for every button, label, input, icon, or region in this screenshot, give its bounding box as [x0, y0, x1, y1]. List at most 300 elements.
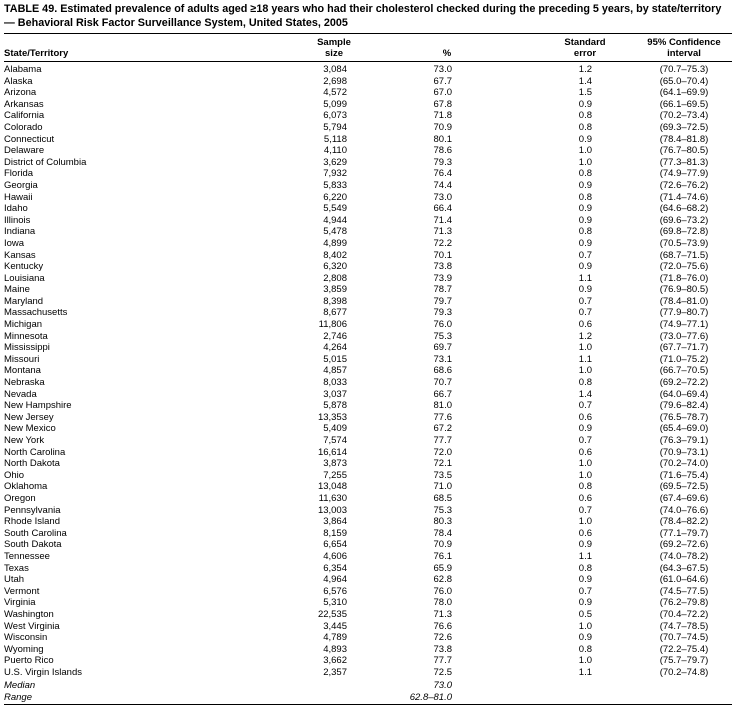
confidence-interval-cell: (74.7–78.5) — [659, 620, 709, 632]
median-ci-cell — [636, 678, 732, 692]
table-row — [4, 528, 732, 540]
table-row — [4, 62, 732, 76]
table-row — [4, 238, 732, 250]
percent-cell: 77.7 — [433, 655, 452, 667]
sample-size-cell: 5,015 — [323, 353, 347, 365]
standard-error-cell: 0.9 — [578, 539, 592, 551]
column-header-sample-size — [308, 34, 360, 62]
percent-cell: 73.5 — [433, 469, 452, 481]
confidence-interval-cell: (69.2–72.6) — [659, 539, 709, 551]
confidence-interval-cell: (64.6–68.2) — [659, 203, 709, 215]
state-cell: Vermont — [4, 585, 40, 597]
table-row — [4, 505, 732, 517]
sample-size-cell: 6,354 — [323, 562, 347, 574]
table-row — [4, 458, 732, 470]
sample-size-cell: 4,899 — [323, 237, 347, 249]
sample-size-cell: 3,445 — [323, 620, 347, 632]
sample-size-cell: 4,964 — [323, 574, 347, 586]
percent-cell: 76.0 — [433, 319, 452, 331]
confidence-interval-cell: (61.0–64.6) — [659, 574, 709, 586]
state-cell: Idaho — [4, 203, 28, 215]
state-cell: Indiana — [4, 226, 36, 238]
percent-cell: 71.8 — [433, 110, 452, 122]
column-header-se-line1: Standard — [564, 37, 606, 48]
standard-error-cell: 1.2 — [578, 64, 592, 75]
confidence-interval-cell: (69.3–72.5) — [659, 121, 709, 133]
sample-size-cell: 6,576 — [323, 585, 347, 597]
state-cell: Nevada — [4, 388, 37, 400]
standard-error-cell: 1.0 — [578, 365, 592, 377]
confidence-interval-cell: (64.1–69.9) — [659, 87, 709, 99]
table-row — [4, 307, 732, 319]
state-cell: California — [4, 110, 45, 122]
percent-cell: 67.2 — [433, 423, 452, 435]
sample-size-cell: 7,255 — [323, 469, 347, 481]
sample-size-cell: 5,099 — [323, 98, 347, 110]
standard-error-cell: 0.7 — [578, 435, 592, 446]
table-row — [4, 574, 732, 586]
confidence-interval-cell: (68.7–71.5) — [659, 249, 709, 261]
state-cell: Tennessee — [4, 550, 50, 562]
state-cell: Puerto Rico — [4, 655, 54, 667]
table-row — [4, 87, 732, 99]
table-row — [4, 621, 732, 633]
confidence-interval-cell: (67.4–69.6) — [659, 492, 709, 504]
standard-error-cell: 0.6 — [578, 411, 592, 423]
sample-size-cell: 3,084 — [323, 64, 347, 75]
column-header-percent — [360, 34, 534, 62]
sample-size-cell: 3,873 — [323, 458, 347, 470]
table-summary — [4, 678, 732, 704]
standard-error-cell: 1.0 — [578, 469, 592, 481]
table-row — [4, 134, 732, 146]
standard-error-cell: 1.0 — [578, 655, 592, 667]
confidence-interval-cell: (78.4–82.2) — [659, 516, 709, 528]
sample-size-cell: 3,864 — [323, 516, 347, 528]
standard-error-cell: 0.8 — [578, 562, 592, 574]
sample-size-cell: 4,572 — [323, 87, 347, 99]
percent-cell: 77.7 — [433, 435, 452, 446]
table-row — [4, 110, 732, 122]
table-row — [4, 481, 732, 493]
sample-size-cell: 11,630 — [318, 492, 347, 504]
percent-cell: 68.5 — [433, 492, 452, 504]
state-cell: Illinois — [4, 214, 31, 226]
percent-cell: 67.8 — [433, 98, 452, 110]
standard-error-cell: 0.6 — [578, 492, 592, 504]
confidence-interval-cell: (70.5–73.9) — [659, 237, 709, 249]
column-header-ci-line2: interval — [667, 48, 701, 59]
table-row — [4, 389, 732, 401]
confidence-interval-cell: (78.4–81.8) — [659, 133, 709, 145]
column-header-confidence-interval — [636, 34, 732, 62]
table-row — [4, 157, 732, 169]
state-cell: Maine — [4, 284, 30, 296]
confidence-interval-cell: (77.3–81.3) — [659, 156, 709, 168]
confidence-interval-cell: (76.5–78.7) — [659, 411, 709, 423]
percent-cell: 80.3 — [433, 516, 452, 528]
column-header-state-label: State/Territory — [4, 48, 69, 59]
column-header-ci-line1: 95% Confidence — [647, 37, 721, 48]
state-cell: Arkansas — [4, 98, 44, 110]
confidence-interval-cell: (75.7–79.7) — [659, 655, 709, 667]
confidence-interval-cell: (77.1–79.7) — [659, 527, 709, 539]
table-row — [4, 597, 732, 609]
sample-size-cell: 7,574 — [323, 435, 347, 446]
confidence-interval-cell: (74.0–78.2) — [659, 550, 709, 562]
state-cell: District of Columbia — [4, 156, 87, 168]
state-cell: Washington — [4, 608, 54, 620]
percent-cell: 78.7 — [433, 284, 452, 296]
standard-error-cell: 1.0 — [578, 156, 592, 168]
standard-error-cell: 1.5 — [578, 87, 592, 99]
standard-error-cell: 0.9 — [578, 261, 592, 273]
sample-size-cell: 4,857 — [323, 365, 347, 377]
state-cell: Florida — [4, 168, 34, 180]
table-row — [4, 145, 732, 157]
sample-size-cell: 4,944 — [323, 214, 347, 226]
state-cell: Utah — [4, 574, 25, 586]
standard-error-cell: 0.7 — [578, 504, 592, 516]
state-cell: Michigan — [4, 319, 43, 331]
percent-cell: 73.8 — [433, 261, 452, 273]
percent-cell: 79.3 — [433, 307, 452, 319]
column-header-sample-line1: Sample — [317, 37, 351, 48]
standard-error-cell: 0.8 — [578, 481, 592, 493]
percent-cell: 65.9 — [433, 562, 452, 574]
standard-error-cell: 0.8 — [578, 191, 592, 203]
standard-error-cell: 0.6 — [578, 319, 592, 331]
table-row — [4, 168, 732, 180]
percent-cell: 70.9 — [433, 539, 452, 551]
standard-error-cell: 0.5 — [578, 608, 592, 620]
sample-size-cell: 8,677 — [323, 307, 347, 319]
confidence-interval-cell: (65.0–70.4) — [659, 75, 709, 87]
column-header-sample-line2: size — [325, 48, 343, 59]
sample-size-cell: 5,794 — [323, 121, 347, 133]
median-label: Median — [4, 680, 36, 692]
percent-cell: 73.0 — [433, 191, 452, 203]
sample-size-cell: 6,073 — [323, 110, 347, 122]
median-value: 73.0 — [433, 680, 452, 692]
confidence-interval-cell: (70.7–75.3) — [659, 64, 709, 75]
sample-size-cell: 3,662 — [323, 655, 347, 667]
confidence-interval-cell: (69.2–72.2) — [659, 377, 709, 389]
table-row — [4, 273, 732, 285]
sample-size-cell: 4,893 — [323, 643, 347, 655]
confidence-interval-cell: (70.2–74.8) — [659, 666, 709, 678]
percent-cell: 73.1 — [433, 353, 452, 365]
state-cell: South Dakota — [4, 539, 62, 551]
percent-cell: 70.9 — [433, 121, 452, 133]
table-row — [4, 516, 732, 528]
standard-error-cell: 0.7 — [578, 249, 592, 261]
state-cell: Wyoming — [4, 643, 44, 655]
confidence-interval-cell: (70.2–74.0) — [659, 458, 709, 470]
table-row — [4, 609, 732, 621]
table-row — [4, 203, 732, 215]
confidence-interval-cell: (71.0–75.2) — [659, 353, 709, 365]
state-cell: Minnesota — [4, 330, 48, 342]
standard-error-cell: 0.8 — [578, 643, 592, 655]
confidence-interval-cell: (74.5–77.5) — [659, 585, 709, 597]
standard-error-cell: 0.9 — [578, 133, 592, 145]
table-row — [4, 493, 732, 505]
table-body — [4, 62, 732, 679]
confidence-interval-cell: (71.6–75.4) — [659, 469, 709, 481]
state-cell: Missouri — [4, 353, 40, 365]
state-cell: Nebraska — [4, 377, 45, 389]
percent-cell: 68.6 — [433, 365, 452, 377]
confidence-interval-cell: (66.1–69.5) — [659, 98, 709, 110]
standard-error-cell: 1.0 — [578, 145, 592, 157]
standard-error-cell: 0.9 — [578, 237, 592, 249]
standard-error-cell: 0.9 — [578, 423, 592, 435]
table-row — [4, 667, 732, 679]
standard-error-cell: 1.0 — [578, 342, 592, 354]
sample-size-cell: 4,606 — [323, 550, 347, 562]
state-cell: Connecticut — [4, 133, 55, 145]
state-cell: South Carolina — [4, 527, 67, 539]
sample-size-cell: 11,806 — [318, 319, 347, 331]
state-cell: Iowa — [4, 237, 25, 249]
percent-cell: 73.9 — [433, 272, 452, 284]
percent-cell: 76.1 — [433, 550, 452, 562]
table-row — [4, 122, 732, 134]
standard-error-cell: 0.8 — [578, 226, 592, 238]
range-row — [4, 692, 732, 704]
column-header-state — [4, 34, 308, 62]
confidence-interval-cell: (69.6–73.2) — [659, 214, 709, 226]
percent-cell: 76.0 — [433, 585, 452, 597]
state-cell: Rhode Island — [4, 516, 60, 528]
sample-size-cell: 6,320 — [323, 261, 347, 273]
header-row — [4, 34, 732, 62]
state-cell: Georgia — [4, 179, 38, 191]
table-row — [4, 354, 732, 366]
standard-error-cell: 1.0 — [578, 458, 592, 470]
table-row — [4, 644, 732, 656]
table-row — [4, 331, 732, 343]
table-row — [4, 412, 732, 424]
state-cell: Montana — [4, 365, 41, 377]
percent-cell: 76.4 — [433, 168, 452, 180]
state-cell: Kentucky — [4, 261, 44, 273]
range-value: 62.8–81.0 — [409, 692, 452, 704]
sample-size-cell: 8,159 — [323, 527, 347, 539]
standard-error-cell: 0.8 — [578, 121, 592, 133]
sample-size-cell: 22,535 — [317, 608, 347, 620]
sample-size-cell: 8,398 — [323, 295, 347, 307]
standard-error-cell: 0.6 — [578, 446, 592, 458]
state-cell: Massachusetts — [4, 307, 68, 319]
standard-error-cell: 0.7 — [578, 307, 592, 319]
state-cell: Pennsylvania — [4, 504, 61, 516]
percent-cell: 79.3 — [433, 156, 452, 168]
confidence-interval-cell: (69.8–72.8) — [659, 226, 709, 238]
confidence-interval-cell: (76.7–80.5) — [659, 145, 709, 157]
median-sample-cell — [308, 678, 360, 692]
table-row — [4, 192, 732, 204]
sample-size-cell: 5,310 — [323, 597, 347, 609]
standard-error-cell: 1.1 — [578, 666, 592, 678]
confidence-interval-cell: (76.2–79.8) — [659, 597, 709, 609]
standard-error-cell: 0.9 — [578, 214, 592, 226]
standard-error-cell: 1.1 — [578, 272, 592, 284]
confidence-interval-cell: (72.6–76.2) — [659, 179, 709, 191]
percent-cell: 78.0 — [433, 597, 452, 609]
state-cell: Mississippi — [4, 342, 50, 354]
percent-cell: 81.0 — [433, 400, 452, 412]
percent-cell: 71.3 — [433, 226, 452, 238]
table-row — [4, 342, 732, 354]
confidence-interval-cell: (76.3–79.1) — [659, 435, 709, 446]
state-cell: Kansas — [4, 249, 36, 261]
standard-error-cell: 0.8 — [578, 168, 592, 180]
column-header-standard-error — [534, 34, 636, 62]
percent-cell: 77.6 — [433, 411, 452, 423]
sample-size-cell: 7,932 — [323, 168, 347, 180]
standard-error-cell: 0.7 — [578, 295, 592, 307]
standard-error-cell: 0.9 — [578, 574, 592, 586]
sample-size-cell: 4,789 — [323, 632, 347, 644]
table-row — [4, 365, 732, 377]
state-cell: North Carolina — [4, 446, 66, 458]
state-cell: Delaware — [4, 145, 45, 157]
sample-size-cell: 13,353 — [317, 411, 347, 423]
sample-size-cell: 8,033 — [323, 377, 347, 389]
table-row — [4, 284, 732, 296]
percent-cell: 71.4 — [433, 214, 452, 226]
percent-cell: 70.1 — [433, 249, 452, 261]
table-row — [4, 377, 732, 389]
confidence-interval-cell: (70.7–74.5) — [659, 632, 709, 644]
confidence-interval-cell: (67.7–71.7) — [659, 342, 709, 354]
percent-cell: 75.3 — [433, 504, 452, 516]
table-row — [4, 447, 732, 459]
percent-cell: 73.0 — [433, 64, 452, 75]
percent-cell: 73.8 — [433, 643, 452, 655]
percent-cell: 80.1 — [433, 133, 452, 145]
table-header — [4, 34, 732, 62]
sample-size-cell: 16,614 — [317, 446, 347, 458]
state-cell: North Dakota — [4, 458, 60, 470]
state-cell: Oklahoma — [4, 481, 48, 493]
percent-cell: 72.5 — [433, 666, 452, 678]
sample-size-cell: 6,654 — [323, 539, 347, 551]
standard-error-cell: 0.6 — [578, 527, 592, 539]
state-cell: Louisiana — [4, 272, 45, 284]
median-row — [4, 678, 732, 692]
state-cell: Ohio — [4, 469, 25, 481]
standard-error-cell: 0.8 — [578, 377, 592, 389]
state-cell: New Jersey — [4, 411, 54, 423]
table-row — [4, 632, 732, 644]
sample-size-cell: 5,833 — [323, 179, 347, 191]
sample-size-cell: 8,402 — [323, 249, 347, 261]
state-cell: Alabama — [4, 64, 42, 75]
confidence-interval-cell: (71.8–76.0) — [659, 272, 709, 284]
table-row — [4, 76, 732, 88]
table-row — [4, 226, 732, 238]
state-cell: Virginia — [4, 597, 36, 609]
sample-size-cell: 13,048 — [317, 481, 347, 493]
percent-cell: 67.0 — [433, 87, 452, 99]
table-row — [4, 261, 732, 273]
table-row — [4, 423, 732, 435]
sample-size-cell: 5,409 — [323, 423, 347, 435]
confidence-interval-cell: (77.9–80.7) — [659, 307, 709, 319]
percent-cell: 72.2 — [433, 237, 452, 249]
sample-size-cell: 13,003 — [317, 504, 347, 516]
standard-error-cell: 0.9 — [578, 179, 592, 191]
percent-cell: 74.4 — [433, 179, 452, 191]
standard-error-cell: 1.4 — [578, 388, 592, 400]
confidence-interval-cell: (74.9–77.1) — [659, 319, 709, 331]
percent-cell: 72.0 — [433, 446, 452, 458]
confidence-interval-cell: (69.5–72.5) — [659, 481, 709, 493]
sample-size-cell: 4,110 — [323, 145, 347, 157]
state-cell: New Mexico — [4, 423, 56, 435]
range-sample-cell — [308, 692, 360, 704]
sample-size-cell: 2,357 — [323, 666, 347, 678]
state-cell: U.S. Virgin Islands — [4, 666, 82, 678]
confidence-interval-cell: (72.0–75.6) — [659, 261, 709, 273]
state-cell: Maryland — [4, 295, 44, 307]
standard-error-cell: 0.9 — [578, 597, 592, 609]
state-cell: New York — [4, 435, 45, 446]
confidence-interval-cell: (66.7–70.5) — [659, 365, 709, 377]
sample-size-cell: 5,118 — [323, 133, 347, 145]
state-cell: Arizona — [4, 87, 37, 99]
standard-error-cell: 0.8 — [578, 110, 592, 122]
table-row — [4, 99, 732, 111]
sample-size-cell: 5,478 — [323, 226, 347, 238]
percent-cell: 70.7 — [433, 377, 452, 389]
state-cell: Colorado — [4, 121, 43, 133]
confidence-interval-cell: (72.2–75.4) — [659, 643, 709, 655]
standard-error-cell: 0.9 — [578, 632, 592, 644]
standard-error-cell: 1.4 — [578, 75, 592, 87]
column-header-se-line2: error — [573, 48, 597, 59]
sample-size-cell: 5,549 — [323, 203, 347, 215]
standard-error-cell: 1.0 — [578, 516, 592, 528]
sample-size-cell: 3,859 — [323, 284, 347, 296]
table-row — [4, 551, 732, 563]
state-cell: Hawaii — [4, 191, 33, 203]
state-cell: Wisconsin — [4, 632, 48, 644]
confidence-interval-cell: (76.9–80.5) — [659, 284, 709, 296]
confidence-interval-cell: (79.6–82.4) — [659, 400, 709, 412]
percent-cell: 72.1 — [433, 458, 452, 470]
percent-cell: 66.4 — [433, 203, 452, 215]
standard-error-cell: 0.9 — [578, 98, 592, 110]
confidence-interval-cell: (64.0–69.4) — [659, 388, 709, 400]
standard-error-cell: 0.7 — [578, 400, 592, 412]
table-row — [4, 319, 732, 331]
percent-cell: 78.4 — [433, 527, 452, 539]
standard-error-cell: 1.1 — [578, 550, 592, 562]
state-cell: Oregon — [4, 492, 36, 504]
range-ci-cell — [636, 692, 732, 704]
confidence-interval-cell: (64.3–67.5) — [659, 562, 709, 574]
standard-error-cell: 1.0 — [578, 620, 592, 632]
percent-cell: 76.6 — [433, 620, 452, 632]
percent-cell: 71.0 — [433, 481, 452, 493]
column-header-percent-label: % — [442, 48, 452, 59]
confidence-interval-cell: (70.4–72.2) — [659, 608, 709, 620]
table-row — [4, 215, 732, 227]
